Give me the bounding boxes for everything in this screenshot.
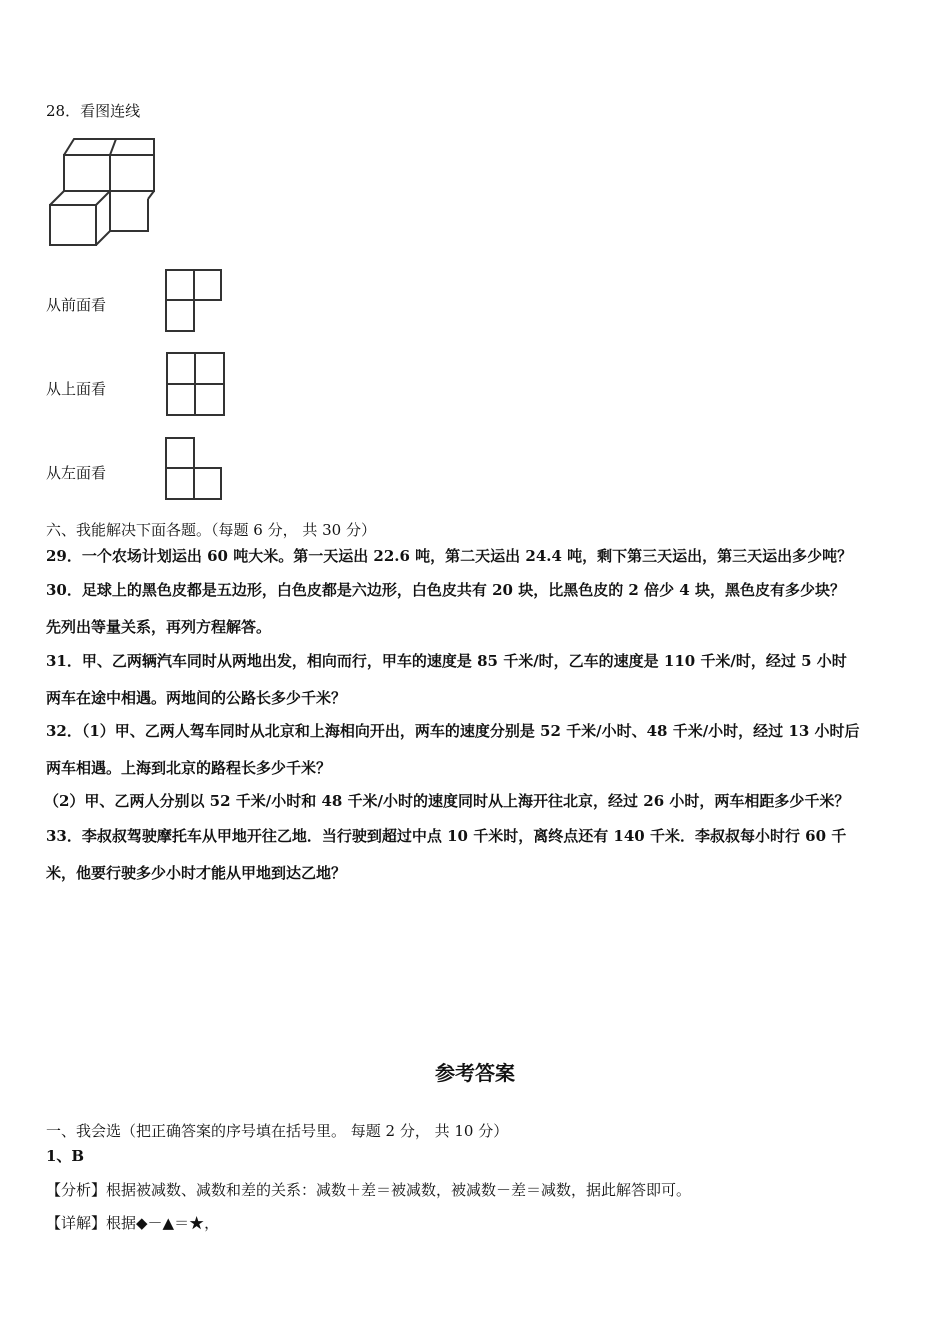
- question-32-line3: （2）甲、乙两人分别以 52 千米/小时和 48 千米/小时的速度同时从上海开往北京，经过 26 小时，两车相距多少千米？: [44, 792, 850, 810]
- question-31-line1: 31．甲、乙两辆汽车同时从两地出发，相向而行，甲车的速度是 85 千米/时，乙车的速度是 110 千米/时，经过 5 小时: [46, 652, 847, 670]
- question-30-line2: 先列出等量关系，再列方程解答。: [46, 618, 272, 636]
- left-view-figure: [162, 436, 224, 502]
- answers-title: 参考答案: [435, 1061, 515, 1085]
- answer-item-1: 1、B: [46, 1147, 85, 1165]
- cube-figure: [44, 135, 164, 260]
- question-29: 29．一个农场计划运出 60 吨大米。第一天运出 22.6 吨，第二天运出 24.4 吨，剩下第三天运出，第三天运出多少吨？: [46, 547, 853, 565]
- question-33-line2: 米，他要行驶多少小时才能从甲地到达乙地？: [46, 864, 347, 882]
- front-view-figure: [162, 268, 224, 334]
- view-label-front: 从前面看: [46, 296, 107, 314]
- question-28-heading: 28．看图连线: [46, 102, 141, 120]
- question-32-line1: 32．（1）甲、乙两人驾车同时从北京和上海相向开出，两车的速度分别是 52 千米/小时、48 千米/小时，经过 13 小时后: [46, 722, 860, 740]
- answers-section-1-heading: 一、我会选（把正确答案的序号填在括号里。 每题 2 分， 共 10 分）: [46, 1122, 509, 1140]
- answer-analysis: 【分析】根据被减数、减数和差的关系：减数＋差＝被减数，被减数－差＝减数，据此解答即可。: [46, 1181, 692, 1199]
- question-33-line1: 33．李叔叔驾驶摩托车从甲地开往乙地．当行驶到超过中点 10 千米时，离终点还有 140 千米．李叔叔每小时行 60 千: [46, 827, 847, 845]
- top-view-figure: [163, 350, 227, 418]
- answer-detail: 【详解】根据◆－▲＝★，: [46, 1214, 220, 1232]
- question-32-line2: 两车相遇。上海到北京的路程长多少千米？: [46, 759, 332, 777]
- view-label-top: 从上面看: [46, 380, 107, 398]
- view-label-left: 从左面看: [46, 464, 107, 482]
- question-30-line1: 30．足球上的黑色皮都是五边形，白色皮都是六边形，白色皮共有 20 块，比黑色皮的 2 倍少 4 块，黑色皮有多少块？: [46, 581, 845, 599]
- question-31-line2: 两车在途中相遇。两地间的公路长多少千米？: [46, 689, 347, 707]
- section-6-heading: 六、我能解决下面各题。（每题 6 分， 共 30 分）: [46, 521, 376, 539]
